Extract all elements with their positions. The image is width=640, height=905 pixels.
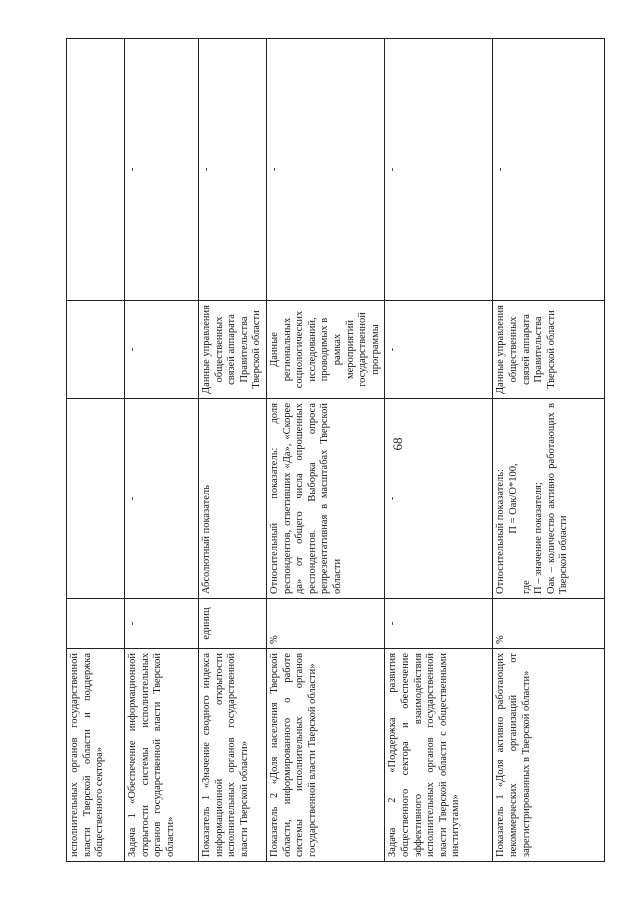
unit-cell: - — [385, 599, 493, 649]
table-row — [267, 39, 385, 862]
method-line: Относительный показатель: — [495, 469, 507, 594]
page-number: 68 — [390, 437, 405, 451]
task-cell: Задача 2 «Поддержка развития общественного сектора и обеспечение эффективного взаимодействия исполнительных органов государственной власти Тверской области с общественными институтами» — [385, 649, 493, 862]
table-row — [385, 39, 493, 862]
source-cell — [67, 301, 125, 399]
source-cell: - — [125, 301, 199, 399]
source-cell: Данные управления общественных связей аппарата Правительства Тверской области — [199, 301, 267, 399]
method-line: П – значение показателя; — [533, 482, 545, 594]
note-cell: - — [199, 39, 267, 301]
source-cell: Данные региональных социологических исследований, проводимых в рамках мероприятий государственной программы — [267, 301, 385, 399]
method-cell — [493, 399, 605, 599]
task-cell: Задача 1 «Обеспечение информационной открытости системы исполнительных органов государственной власти Тверской области» — [125, 649, 199, 862]
table-row — [67, 39, 125, 862]
method-line: где — [520, 580, 532, 594]
table-row — [493, 39, 605, 862]
note-cell: - — [493, 39, 605, 301]
table-row — [125, 39, 199, 862]
unit-cell: % — [267, 599, 385, 649]
note-cell — [67, 39, 125, 301]
indicator-cell: Показатель 1 «Доля активно работающих некоммерческих организаций от зарегистрированных в Тверской области» — [493, 649, 605, 862]
indicator-cell: Показатель 2 «Доля населения Тверской области, информированного о работе системы исполнительных органов государственной власти Тверской области» — [267, 649, 385, 862]
method-cell: Абсолютный показатель — [199, 399, 267, 599]
method-cell: Относительный показатель: доля респондентов, ответивших «Да», «Скорее да» от общего числа опрошенных респондентов. Выборка опроса репрезентативная в масштабах Тверской области — [267, 399, 385, 599]
unit-cell: - — [125, 599, 199, 649]
note-cell: - — [267, 39, 385, 301]
source-cell: Данные управления общественных связей аппарата Правительства Тверской области — [493, 301, 605, 399]
method-cell: - — [125, 399, 199, 599]
unit-cell: единиц — [199, 599, 267, 649]
method-cell — [67, 399, 125, 599]
table-row — [199, 39, 267, 862]
unit-cell — [67, 599, 125, 649]
rotated-page-content — [66, 39, 586, 862]
indicators-table — [66, 38, 605, 862]
goal-cell: исполнительных органов государственной власти Тверской области и поддержка общественного сектора» — [67, 649, 125, 862]
note-cell: - — [125, 39, 199, 301]
indicator-cell: Показатель 1 «Значение сводного индекса информационной открытости исполнительных органов государственной власти Тверской области» — [199, 649, 267, 862]
method-line: Оак – количество активно работающих в Тверской области — [545, 403, 570, 594]
note-cell: - — [385, 39, 493, 301]
formula-line: П = Оак/О*100, — [507, 463, 519, 534]
source-cell: - — [385, 301, 493, 399]
method-cell: - — [385, 399, 493, 599]
unit-cell: % — [493, 599, 605, 649]
